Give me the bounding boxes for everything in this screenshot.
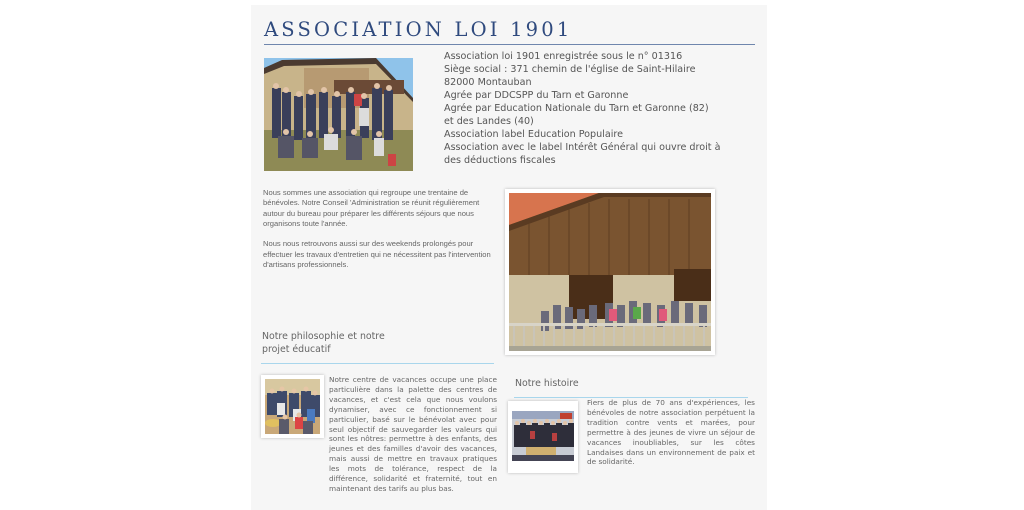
info-line: Siège social : 371 chemin de l'église de Saint-Hilaire	[444, 64, 696, 75]
info-line: 82000 Montauban	[444, 77, 532, 88]
page-title: ASSOCIATION LOI 1901	[264, 18, 573, 41]
group-photo-building	[264, 58, 413, 171]
association-info	[444, 50, 744, 167]
philosophy-heading	[262, 330, 462, 356]
intro-text	[263, 188, 498, 281]
philosophy-heading-line: Notre philosophie et notre	[262, 331, 385, 342]
info-line: Agrée par DDCSPP du Tarn et Garonne	[444, 90, 629, 101]
info-line: Association avec le label Intérêt Général qui ouvre droit à	[444, 142, 721, 153]
philosophy-divider	[261, 363, 494, 364]
info-line: Association label Education Populaire	[444, 129, 624, 140]
title-divider	[264, 44, 755, 45]
philosophy-text: Notre centre de vacances occupe une place particulière dans la palette des centres de vacances, et c'est cela que nous voulons dynamiser, avec ce fonctionnement si particulier, basé sur le bénévolat avec pour seul objectif de sauvegarder les valeurs qui sont les nôtres: permettre à des enfants, des jeunes et des familles d'avoir des vacances, mais aussi de mettre en travaux pratiques les mots de tolérance, respect de la différence, solidarité et fraternité, tout en maintenant des tarifs au plus bas.	[329, 375, 497, 493]
intro-paragraph: Nous sommes une association qui regroupe une trentaine de bénévoles. Notre Conseil 'Administration se réunit régulièrement autour du bureau pour préparer les différents séjours que nous organisons toute l'année.	[263, 188, 480, 228]
group-photo-meeting	[512, 411, 574, 461]
group-photo-balcony	[509, 193, 711, 351]
photo-frame-kids	[261, 375, 324, 438]
photo-frame-meeting	[508, 401, 578, 473]
info-line: Association loi 1901 enregistrée sous le n° 01316	[444, 51, 683, 62]
info-line: Agrée par Education Nationale du Tarn et Garonne (82)	[444, 103, 709, 114]
history-heading: Notre histoire	[515, 378, 579, 389]
info-line: des déductions fiscales	[444, 155, 556, 166]
photo-frame-balcony	[505, 189, 715, 355]
philosophy-heading-line: projet éducatif	[262, 344, 331, 355]
group-photo-kids	[265, 379, 320, 434]
intro-paragraph: Nous nous retrouvons aussi sur des weekends prolongés pour effectuer les travaux d'entretien qui ne nécessitent pas l'intervention d'artisans professionnels.	[263, 239, 491, 270]
history-text: Fiers de plus de 70 ans d'expériences, les bénévoles de notre association perpétuent la tradition contre vents et marées, pour permettre à des jeunes de vivre un séjour de vacances inoubliables, sur les côtes Landaises dans un environnement de paix et de solidarité.	[587, 398, 755, 467]
info-line: et des Landes (40)	[444, 116, 534, 127]
